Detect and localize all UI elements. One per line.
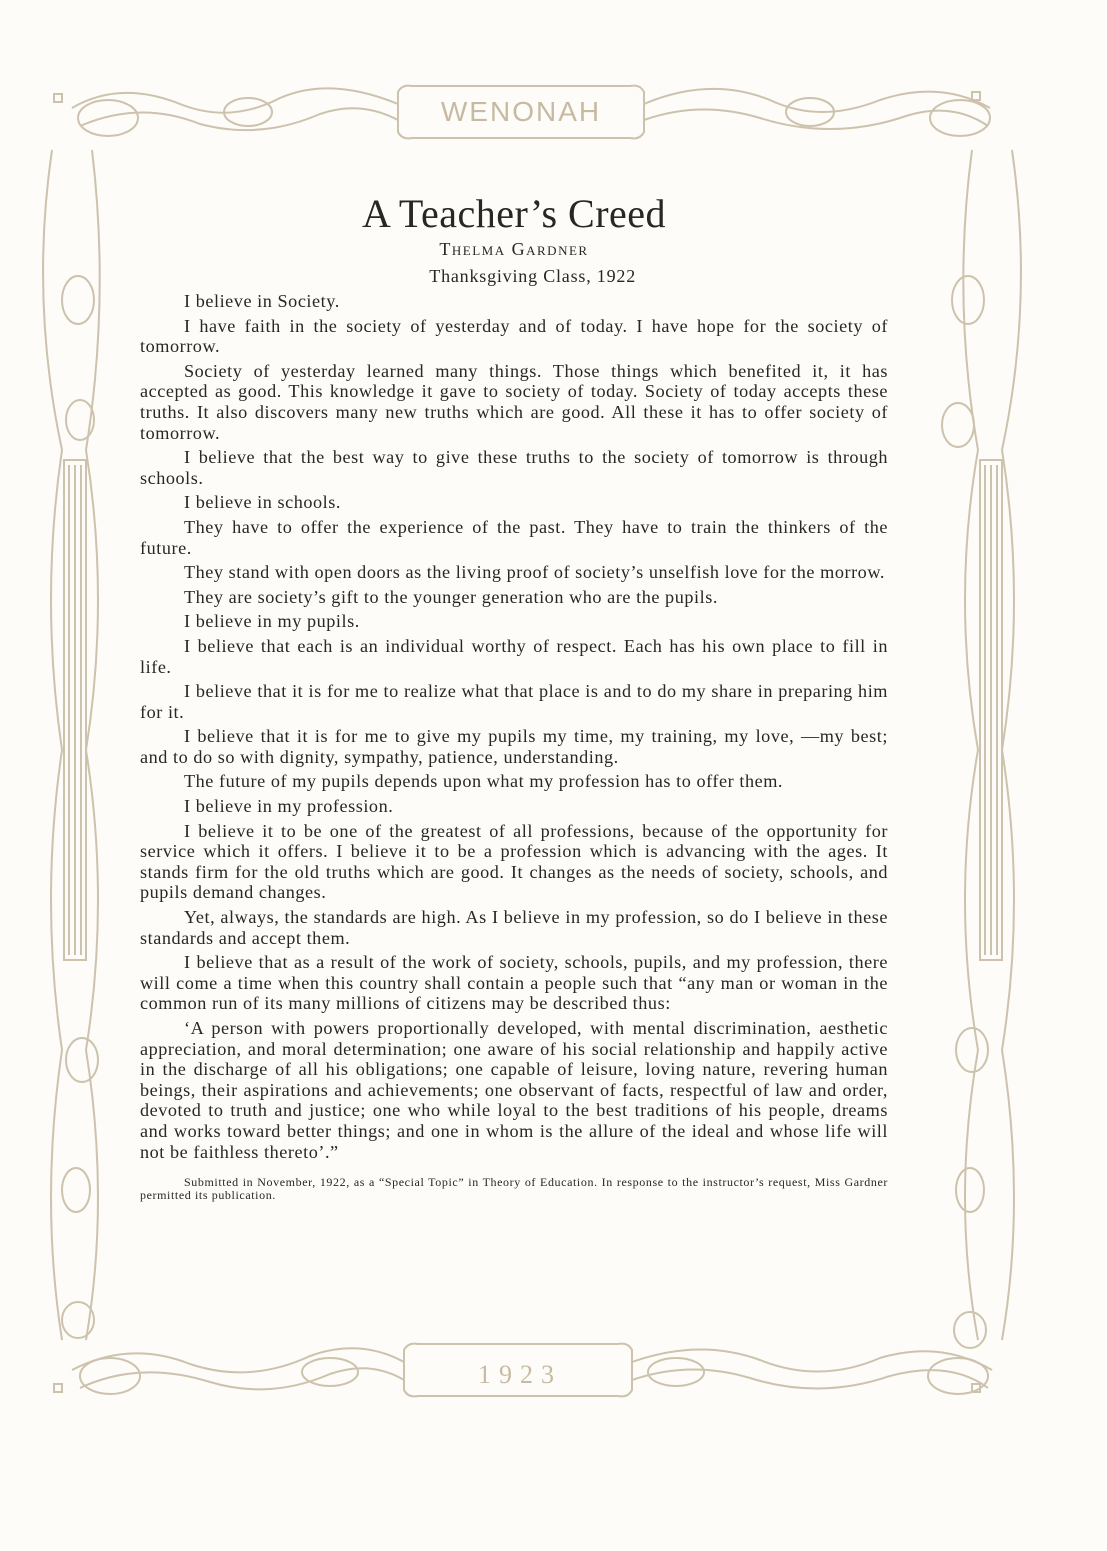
paragraph: I believe it to be one of the greatest of all professions, because of the opportunity for service which it offers. I believe it to be a profession which is advancing with the ages. It stands firm for the old truths which are good. It changes as the needs of society, schools, and pupils demand changes.: [140, 820, 888, 903]
paragraph: Society of yesterday learned many things. Those things which benefited it, it has accepted as good. This knowledge it gave to society of today. Society of today accepts these truths. It also discovers many new truths which are good. All these it has to offer society of tomorrow.: [140, 360, 888, 443]
footer-year-banner: 1923: [478, 1360, 562, 1389]
paragraph: I believe in schools.: [184, 492, 342, 513]
paragraph: I believe in my pupils.: [184, 611, 360, 632]
footnote: Submitted in November, 1922, as a “Special Topic” in Theory of Education. In response to the instructor’s request, Miss Gardner permitted its publication.: [140, 1175, 888, 1203]
paragraph: The future of my pupils depends upon what my profession has to offer them.: [184, 771, 784, 792]
paragraph: ‘A person with powers proportionally developed, with mental discrimination, aesthetic appreciation, and moral determination; one aware of his social relationship and happily active in the discharge of all his obligations; one capable of leisure, loving nature, revering human beings, their aspirations and achievements; one observant of facts, respectful of law and order, devoted to truth and justice; one who while loyal to the best traditions of his people, dreams and works toward better things; and one in whom is the allure of the ideal and whose life will not be faithless thereto’.”: [140, 1018, 888, 1162]
paragraph: I believe that it is for me to give my pupils my time, my training, my love, —my best; and to do so with dignity, sympathy, patience, understanding.: [140, 726, 888, 767]
paragraph: They stand with open doors as the living proof of society’s unselfish love for the morrow.: [184, 562, 885, 583]
paragraph: I believe that it is for me to realize what that place is and to do my share in preparing him for it.: [140, 681, 888, 722]
header-banner: WENONAH: [440, 96, 602, 127]
paragraph: I believe that as a result of the work of society, schools, pupils, and my profession, there will come a time when this country shall contain a people such that “any man or woman in the common run of its many millions of citizens may be described thus:: [140, 952, 888, 1014]
article-subtitle: Thanksgiving Class, 1922: [429, 266, 636, 286]
paragraph: Yet, always, the standards are high. As I believe in my profession, so do I believe in these standards and accept them.: [140, 907, 888, 948]
article: [140, 190, 888, 1214]
paragraph: I have faith in the society of yesterday and of today. I have hope for the society of tomorrow.: [140, 315, 888, 357]
paragraph: They have to offer the experience of the past. They have to train the thinkers of the future.: [140, 516, 888, 558]
paragraph: They are society’s gift to the younger generation who are the pupils.: [184, 586, 718, 607]
paragraph: I believe in my profession.: [184, 796, 394, 817]
paragraph: I believe in Society.: [184, 291, 340, 311]
paragraph: I believe that each is an individual worthy of respect. Each has his own place to fill in life.: [140, 635, 888, 677]
article-author: Thelma Gardner: [439, 239, 589, 259]
paragraph: I believe that the best way to give these truths to the society of tomorrow is through schools.: [140, 447, 888, 488]
article-title: A Teacher’s Creed: [361, 191, 667, 236]
